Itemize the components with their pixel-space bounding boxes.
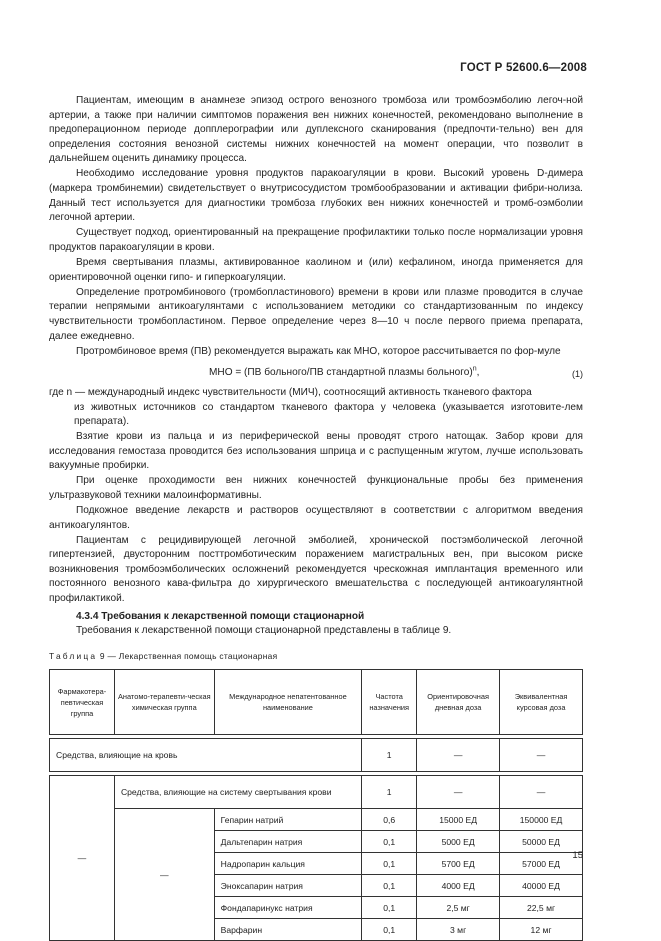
formula (209, 366, 479, 381)
cell-course-dose: 40000 ЕД (500, 875, 583, 897)
cell-drug-name: Фондапаринукс натрия (214, 897, 362, 919)
cell-daily-dose: 5700 ЕД (417, 853, 500, 875)
section-intro: Требования к лекарственной помощи стационарной представлены в таблице 9. (76, 625, 452, 637)
paragraph: Подкожное введение лекарств и растворов осуществляют в соответствии с алгоритмом введения антикоагулянтов. (49, 504, 583, 531)
table-caption-word: Таблица (49, 650, 98, 661)
cell-daily-dose: 2,5 мг (417, 897, 500, 919)
cell-daily-dose: 4000 ЕД (417, 875, 500, 897)
paragraph: Необходимо исследование уровня продуктов паракоагуляции в крови. Высокий уровень D-димера (маркера тромбинемии) свидетельствует о внутрисосудистом тромбообразовании и активации фибри-нолиза. Данный тест используется для диагностики тромбоза глубоких вен нижних конечностей и тромб-оэмболии легочной артерии. (49, 168, 583, 224)
cell-frequency: 0,1 (362, 875, 417, 897)
subgroup-label: Средства, влияющие на систему свертывания крови (114, 776, 361, 809)
cell-frequency: 1 (362, 739, 417, 772)
section-heading (76, 610, 583, 625)
cell-daily-dose: 3 мг (417, 919, 500, 941)
formula-power: n (472, 365, 477, 373)
cell-course-dose: 12 мг (500, 919, 583, 941)
header-cell: Эквивалентная курсовая доза (500, 670, 583, 735)
table-row-group (50, 739, 583, 772)
cell-drug-name: Эноксапарин натрия (214, 875, 362, 897)
cell-course-dose: — (500, 776, 583, 809)
cell-daily-dose: 5000 ЕД (417, 831, 500, 853)
cell-course-dose: 150000 ЕД (500, 809, 583, 831)
paragraph: Взятие крови из пальца и из периферической вены проводят строго натощак. Забор крови для исследования гемостаза проводится без использования шприца и с распущенным жгутом, лучше использовать вакуумные пробирки. (49, 430, 583, 472)
cell-frequency: 0,1 (362, 919, 417, 941)
table-row (50, 809, 583, 831)
table-header-row (50, 670, 583, 735)
table-caption-text: 9 — Лекарственная помощь стационарная (99, 650, 278, 661)
formula-tail: , (476, 367, 480, 379)
cell-drug-name: Гепарин натрий (214, 809, 362, 831)
page-content (49, 94, 583, 941)
cell-course-dose: 22,5 мг (500, 897, 583, 919)
where-clause: где n — международный индекс чувствительности (МИЧ), соотносящий активность тканевого фактора (49, 387, 532, 399)
paragraph: Существует подход, ориентированный на прекращение профилактики только после нормализации уровня продуктов паракоагуляции в крови. (49, 227, 583, 253)
paragraph: Время свертывания плазмы, активированное каолином и (или) кефалином, иногда применяется для ориентировочной оценки гипо- и гиперкоагуляции. (49, 257, 583, 283)
cell-frequency: 1 (362, 776, 417, 809)
section-number: 4.3.4 (76, 610, 99, 622)
formula-row (49, 366, 583, 382)
table-row-subgroup (50, 776, 583, 809)
cell-frequency: 0,1 (362, 831, 417, 853)
cell-frequency: 0,6 (362, 809, 417, 831)
formula-text: МНО = (ПВ больного/ПВ стандартной плазмы больного) (209, 367, 473, 379)
cell-daily-dose: — (417, 739, 500, 772)
group-label: Средства, влияющие на кровь (50, 739, 362, 772)
cell-drug-name: Дальтепарин натрия (214, 831, 362, 853)
header-cell: Ориентировочная дневная доза (417, 670, 500, 735)
paragraph: При оценке проходимости вен нижних конечностей функциональные пробы без применения ультразвуковой техники малоинформативны. (49, 475, 583, 501)
section-title: Требования к лекарственной помощи стационарной (101, 610, 365, 622)
paragraph: Пациентам с рецидивирующей легочной эмболией, хронической постэмболической легочной гипертензией, двусторонним посттромботическим поражением магистральных вен, при высоком риске возникновения тромбоэмболических осложнений рекомендуется чрескожная имплантация временного или постоянного венозного кава-фильтра до хирургического вмешательства с последующей антикоагулянтной профилактикой. (49, 534, 583, 604)
header-cell: Частота назначения (362, 670, 417, 735)
header-cell: Анатомо-терапевти-ческая химическая группа (114, 670, 214, 735)
drug-table (49, 669, 583, 941)
paragraph: Пациентам, имеющим в анамнезе эпизод острого венозного тромбоза или тромбоэмболию легоч-ной артерии, а также при наличии симптомов поражения вен нижних конечностей, рекомендовано выполнение в предоперационном периоде допплерографии или дуплексного сканирования (предпочти-тельно) вен для определения состояния венозной системы нижних конечностей на момент операции, что позволит в дальнейшем оценить динамику процесса. (49, 95, 583, 165)
cell-drug-name: Варфарин (214, 919, 362, 941)
cell-drug-name: Надропарин кальция (214, 853, 362, 875)
paragraph: Определение протромбинового (тромбопластинового) времени в крови или плазме проводится в случае терапии непрямыми антикоагулянтами с использованием методики со стандартизованным по индексу чувствительности тромбопластином. Первое определение через 8—10 ч после первого приема препарата, далее ежедневно. (49, 286, 583, 342)
equation-number: (1) (572, 369, 583, 380)
header-cell: Международное непатентованное наименование (214, 670, 362, 735)
header-cell: Фармакотера-певтическая группа (50, 670, 115, 735)
dash-col1: — (50, 776, 115, 941)
cell-frequency: 0,1 (362, 897, 417, 919)
paragraph: Протромбиновое время (ПВ) рекомендуется выражать как МНО, которое рассчитывается по фор-муле (76, 345, 561, 357)
document-id: ГОСТ Р 52600.6—2008 (460, 62, 587, 74)
dash-col2: — (114, 809, 214, 941)
where-clause-continuation: из животных источников со стандартом тканевого фактора у человека (указывается изготовите-лем препарата). (74, 401, 583, 428)
cell-course-dose: 57000 ЕД (500, 853, 583, 875)
page-number: 15 (572, 850, 583, 861)
cell-course-dose: 50000 ЕД (500, 831, 583, 853)
cell-frequency: 0,1 (362, 853, 417, 875)
cell-daily-dose: 15000 ЕД (417, 809, 500, 831)
cell-course-dose: — (500, 739, 583, 772)
table-caption (49, 649, 583, 664)
cell-daily-dose: — (417, 776, 500, 809)
